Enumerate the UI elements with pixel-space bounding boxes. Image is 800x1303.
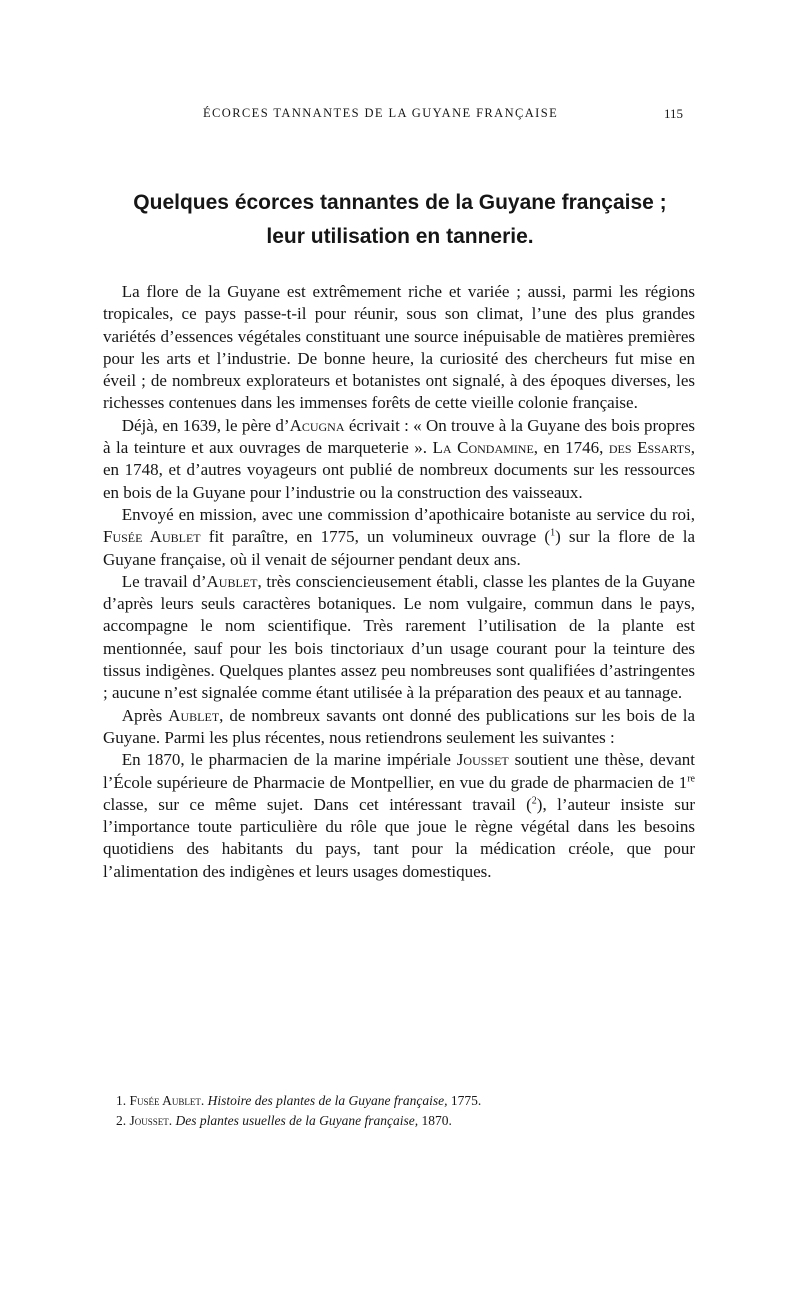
text-run: Envoyé en mission, avec une commission d’apothicaire botaniste au service du roi,	[121, 504, 695, 524]
text-run: ) sur la flore de la Guyane française, où il venait de séjourner pendant deux ans.	[103, 527, 695, 569]
paragraph-6	[103, 749, 695, 883]
footnote-year: 1775.	[450, 1093, 482, 1108]
footnote-2	[116, 1111, 696, 1131]
footnote-author: Jousset.	[129, 1113, 173, 1128]
text-run: , en 1748, et d’autres voyageurs ont publié de nombreux documents sur les ressources en bois de la Guyane pour l’industrie ou la construction des vaisseaux.	[103, 438, 696, 502]
paragraph-2	[103, 415, 695, 504]
paragraph-1: La flore de la Guyane est extrêmement riche et variée ; aussi, parmi les régions tropicales, ce pays passe-t-il pour réunir, sous son climat, l’une des plus grandes variétés d’essences végétales constituant une source inépuisable de matières premières pour les arts et l’industrie. De bonne heure, la curiosité des chercheurs fut mise en éveil ; de nombreux explorateurs et botanistes ont signalé, à des époques diverses, les richesses contenues dans les immenses forêts de cette vieille colonie française.	[103, 282, 695, 413]
footnote-number: 1.	[116, 1093, 127, 1108]
person-name: Fusée Aublet	[103, 527, 201, 547]
article-title-line-1: Quelques écorces tannantes de la Guyane française ;	[133, 191, 667, 214]
article-title-line-2: leur utilisation en tannerie.	[266, 225, 534, 248]
footnote-1	[116, 1091, 696, 1111]
text-run: fit paraître, en 1775, un volumineux ouvrage (	[200, 527, 551, 547]
person-name: La Condamine	[432, 438, 534, 458]
person-name: Jousset	[456, 750, 509, 770]
page-number: 115	[663, 106, 683, 121]
text-run: écrivait : « On trouve à la Guyane des bois propres à la teinture et aux ouvrages de marqueterie ».	[103, 415, 695, 458]
person-name: Aublet	[206, 571, 258, 591]
footnote-year: 1870.	[421, 1113, 452, 1128]
text-run: ), l’auteur insiste sur l’importance toute particulière du rôle que joue le règne végétal dans les besoins quotidiens des habitants du pays, tant pour la médication créole, que pour l’alimentation des indigènes et leurs usages domestiques.	[103, 794, 695, 881]
paragraph-3	[103, 504, 695, 571]
paragraph-5	[103, 705, 695, 750]
footnote-number: 2.	[116, 1113, 127, 1128]
footnote-author: Fusée Aublet.	[129, 1093, 205, 1108]
footnotes	[116, 1091, 696, 1131]
text-run: soutient une thèse, devant l’École supérieure de Pharmacie de Montpellier, en vue du grade de pharmacien de 1	[103, 750, 695, 792]
article-body	[103, 281, 695, 883]
text-run: classe, sur ce même sujet. Dans cet intéressant travail (	[103, 794, 532, 814]
text-run: Après	[121, 705, 169, 725]
person-name: des Essarts	[608, 438, 691, 458]
text-run: , en 1746,	[533, 438, 609, 458]
running-title: ÉCORCES TANNANTES DE LA GUYANE FRANÇAISE	[203, 106, 559, 120]
running-head	[103, 106, 683, 126]
text-run: En 1870, le pharmacien de la marine impériale	[121, 750, 457, 770]
person-name: Acugna	[289, 415, 345, 435]
person-name: Aublet	[168, 705, 220, 725]
text-run: , très consciencieusement établi, classe les plantes de la Guyane d’après leurs seuls caractères botaniques. Le nom vulgaire, commun dans le pays, accompagne le nom scientifique. Très rarement l’utilisation de la plante est mentionnée, sauf pour les bois tinctoriaux d’un usage courant pour la teinture des tissus indigènes. Quelques plantes assez peu nombreuses sont qualifiées d’astringentes ; aucune n’est signalée comme étant utilisée à la préparation des peaux et au tannage.	[103, 571, 695, 703]
ordinal-superscript: re	[687, 772, 695, 784]
paragraph-4	[103, 571, 695, 705]
text-run: Déjà, en 1639, le père d’	[121, 415, 290, 435]
article-title	[100, 186, 700, 254]
footnote-ref: 2	[531, 795, 537, 807]
footnote-work: Histoire des plantes de la Guyane française,	[207, 1093, 448, 1108]
text-run: Le travail d’	[121, 571, 207, 591]
text-run: , de nombreux savants ont donné des publications sur les bois de la Guyane. Parmi les plus récentes, nous retiendrons seulement les suivantes :	[103, 705, 695, 747]
footnote-ref: 1	[550, 527, 556, 539]
footnote-work: Des plantes usuelles de la Guyane française,	[175, 1113, 419, 1128]
